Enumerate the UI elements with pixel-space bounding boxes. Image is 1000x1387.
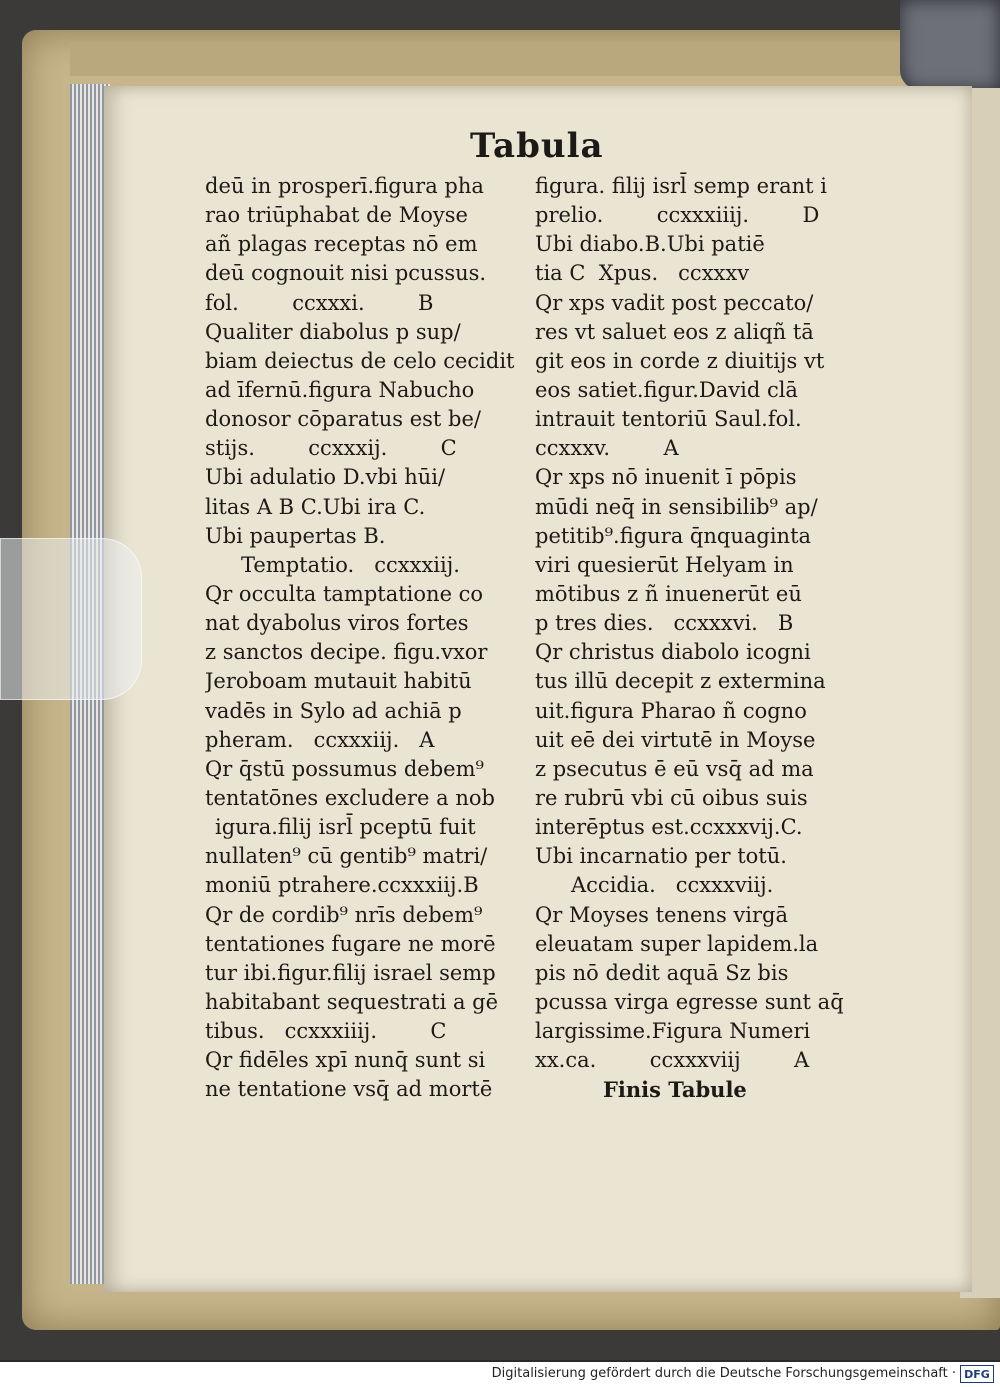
text-line: litas A B C.Ubi ira C. — [205, 494, 426, 519]
text-line: nullaten⁹ cū gentib⁹ matri/ — [205, 844, 488, 869]
text-line: z psecutus ē eū vsq̄ ad ma — [535, 756, 814, 781]
text-line: moniū ptrahere.ccxxxiij.B — [205, 873, 479, 898]
text-line: Ubi incarnatio per totū. — [535, 844, 787, 869]
text-line: fol. ccxxxi. B — [205, 290, 434, 315]
text-line: Qr Moyses tenens virgā — [535, 902, 788, 927]
text-line: tentationes fugare ne morē — [205, 931, 496, 956]
text-line: pheram. ccxxxiij. A — [205, 727, 435, 752]
text-line: Qr q̄stū possumus debem⁹ — [205, 756, 484, 781]
text-line: mūdi neq̄ in sensibilib⁹ ap/ — [535, 494, 818, 519]
text-line: igura.filij isrl̄ pceptū fuit — [215, 815, 476, 840]
clasp-icon — [900, 0, 1000, 90]
text-line: eos satiet.figur.David clā — [535, 377, 798, 402]
plastic-bookmark-strip — [0, 538, 142, 700]
text-line: pis nō dedit aquā Sz bis — [535, 960, 789, 985]
left-text-column — [205, 172, 531, 1105]
text-line: ad īfernū.figura Nabucho — [205, 377, 475, 402]
text-line: res vt saluet eos z aliqñ tā — [535, 319, 814, 344]
text-line: Qualiter diabolus p sup/ — [205, 319, 461, 344]
footer-credit: Digitalisierung gefördert durch die Deutsche Forschungsgemeinschaft · — [491, 1366, 956, 1381]
text-line: prelio. ccxxxiiij. D — [535, 203, 820, 228]
text-line: intrauit tentoriū Saul.fol. — [535, 407, 802, 432]
text-line: Qr xps nō inuenit ī pōpis — [535, 465, 797, 490]
text-line: biam deiectus de celo cecidit — [205, 348, 515, 373]
text-line: tus illū decepit z extermina — [535, 669, 826, 694]
text-line: donosor cōparatus est be/ — [205, 407, 481, 432]
text-line: pcussa virga egresse sunt aq̄ — [535, 989, 844, 1014]
footer-bar — [0, 1362, 1000, 1387]
text-line: deū cognouit nisi pcussus. — [205, 261, 487, 286]
text-line: viri quesierūt Helyam in — [535, 552, 794, 577]
text-line: uit eē dei virtutē in Moyse — [535, 727, 816, 752]
text-line: stijs. ccxxxij. C — [205, 436, 457, 461]
text-line: Ubi diabo.B.Ubi patiē — [535, 232, 765, 257]
text-line: re rubrū vbi cū oibus suis — [535, 785, 808, 810]
text-line: petitib⁹.figura q̄nquaginta — [535, 523, 812, 548]
text-line: p tres dies. ccxxxvi. B — [535, 611, 794, 636]
section-heading: Temptatio. ccxxxiij. — [241, 552, 460, 577]
right-text-column — [535, 172, 861, 1105]
text-line: Qr occulta tamptatione co — [205, 581, 484, 606]
text-line: nat dyabolus viros fortes — [205, 611, 469, 636]
text-line: interēptus est.ccxxxvij.C. — [535, 815, 803, 840]
text-line: Qr christus diabolo icogni — [535, 640, 811, 665]
text-line: git eos in corde z diuitijs vt — [535, 348, 825, 373]
text-line: tentatōnes excludere a nob — [205, 785, 495, 810]
text-line: añ plagas receptas nō em — [205, 232, 478, 257]
text-line: xx.ca. ccxxxviij A — [535, 1048, 810, 1073]
text-line: rao triūphabat de Moyse — [205, 203, 468, 228]
text-line: eleuatam super lapidem.la — [535, 931, 819, 956]
text-line: vadēs in Sylo ad achiā p — [205, 698, 462, 723]
text-line: Ubi paupertas B. — [205, 523, 386, 548]
text-line: deū in prosperī.figura pha — [205, 174, 484, 198]
text-line: ccxxxv. A — [535, 436, 679, 461]
dfg-logo: DFG — [960, 1365, 994, 1383]
text-line: Qr xps vadit post peccato/ — [535, 290, 814, 315]
section-heading: Accidia. ccxxxviij. — [571, 873, 774, 898]
text-line: habitabant sequestrati a gē — [205, 989, 499, 1014]
text-line: Qr de cordib⁹ nrīs debem⁹ — [205, 902, 483, 927]
text-line: tia C Xpus. ccxxxv — [535, 261, 750, 286]
text-line: mōtibus z ñ inuenerūt eū — [535, 581, 802, 606]
text-line: tur ibi.figur.filij israel semp — [205, 960, 496, 985]
running-head: Tabula — [470, 126, 604, 166]
text-line: tibus. ccxxxiiij. C — [205, 1019, 447, 1044]
explicit-line: Finis Tabule — [603, 1077, 747, 1103]
text-line: largissime.Figura Numeri — [535, 1019, 811, 1044]
text-line: figura. filij isrl̄ semp erant i — [535, 174, 828, 198]
book-cover-top-edge — [70, 42, 1000, 76]
text-line: Jeroboam mutauit habitū — [205, 669, 472, 694]
text-line: ne tentatione vsq̄ ad mortē — [205, 1077, 493, 1102]
text-line: Ubi adulatio D.vbi hūi/ — [205, 465, 446, 490]
text-line: Qr fidēles xpī nunq̄ sunt si — [205, 1048, 486, 1073]
text-line: uit.figura Pharao ñ cogno — [535, 698, 807, 723]
text-line: z sanctos decipe. figu.vxor — [205, 640, 488, 665]
